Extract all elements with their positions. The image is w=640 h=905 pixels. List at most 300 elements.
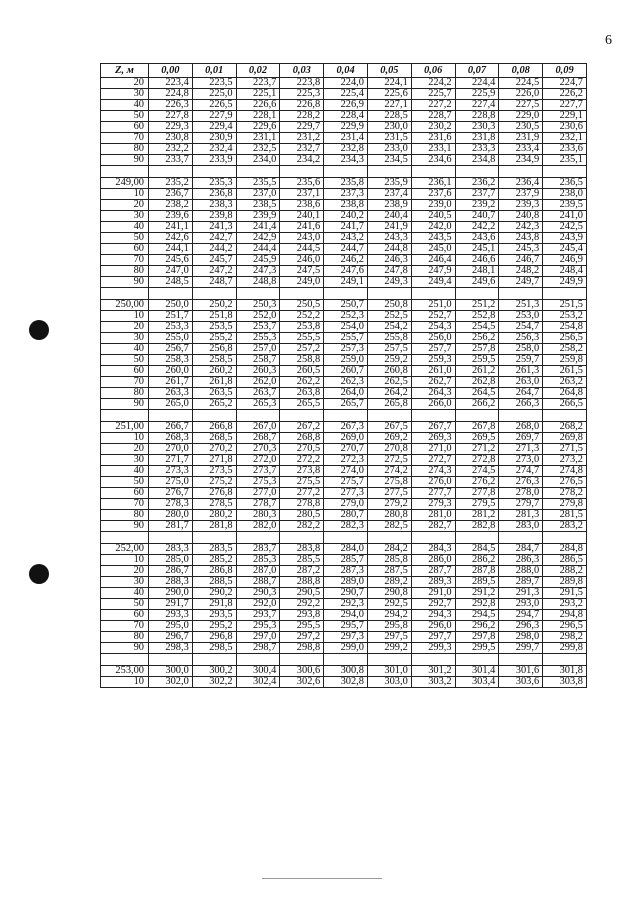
table-cell: 277,7 <box>411 488 455 499</box>
table-cell: 281,5 <box>543 510 587 521</box>
table-cell: 267,2 <box>280 422 324 433</box>
column-header: 0,05 <box>367 64 411 78</box>
table-row <box>101 555 587 566</box>
table-cell: 261,0 <box>411 366 455 377</box>
table-cell: 254,0 <box>324 322 368 333</box>
table-row <box>101 233 587 244</box>
table-cell: 278,7 <box>236 499 280 510</box>
table-cell <box>101 410 149 422</box>
table-cell: 250,8 <box>367 300 411 311</box>
table-cell: 223,7 <box>236 78 280 89</box>
table-cell: 235,1 <box>543 155 587 166</box>
table-cell: 229,9 <box>324 122 368 133</box>
scan-edge-line <box>262 878 382 879</box>
table-cell: 274,7 <box>499 466 543 477</box>
table-cell: 239,0 <box>411 200 455 211</box>
table-cell: 279,5 <box>455 499 499 510</box>
table-cell: 297,7 <box>411 632 455 643</box>
table-cell: 302,2 <box>192 677 236 688</box>
table-cell: 247,5 <box>280 266 324 277</box>
table-cell: 264,7 <box>499 388 543 399</box>
table-cell: 289,5 <box>455 577 499 588</box>
row-label-cell: 60 <box>101 244 149 255</box>
table-cell: 230,5 <box>499 122 543 133</box>
table-cell: 263,8 <box>280 388 324 399</box>
row-label-cell: 70 <box>101 133 149 144</box>
table-cell: 288,3 <box>149 577 193 588</box>
table-cell <box>149 410 193 422</box>
table-cell: 290,8 <box>367 588 411 599</box>
table-cell: 288,5 <box>192 577 236 588</box>
table-cell: 244,8 <box>367 244 411 255</box>
table-cell: 279,0 <box>324 499 368 510</box>
table-cell: 233,0 <box>367 144 411 155</box>
table-cell: 293,8 <box>280 610 324 621</box>
table-cell: 227,4 <box>455 100 499 111</box>
table-cell: 241,3 <box>192 222 236 233</box>
table-cell: 266,3 <box>499 399 543 410</box>
table-cell <box>192 166 236 178</box>
table-cell: 297,0 <box>236 632 280 643</box>
table-cell: 253,2 <box>543 311 587 322</box>
blank-separator-row <box>101 654 587 666</box>
table-cell: 287,8 <box>455 566 499 577</box>
table-cell <box>411 654 455 666</box>
table-cell: 266,2 <box>455 399 499 410</box>
table-cell: 303,0 <box>367 677 411 688</box>
table-cell: 272,2 <box>280 455 324 466</box>
table-cell: 242,5 <box>543 222 587 233</box>
row-label-cell: 70 <box>101 377 149 388</box>
table-cell: 224,8 <box>149 89 193 100</box>
table-cell: 232,2 <box>149 144 193 155</box>
table-cell: 240,7 <box>455 211 499 222</box>
table-row <box>101 499 587 510</box>
table-cell: 240,1 <box>280 211 324 222</box>
table-row <box>101 466 587 477</box>
table-cell: 263,5 <box>192 388 236 399</box>
column-header: 0,03 <box>280 64 324 78</box>
table-cell: 261,8 <box>192 377 236 388</box>
table-cell: 283,8 <box>280 544 324 555</box>
table-cell: 255,3 <box>236 333 280 344</box>
table-cell <box>455 532 499 544</box>
table-cell: 301,0 <box>367 666 411 677</box>
table-cell: 244,4 <box>236 244 280 255</box>
table-cell: 298,7 <box>236 643 280 654</box>
table-cell: 227,7 <box>543 100 587 111</box>
row-label-cell: 50 <box>101 233 149 244</box>
table-cell: 236,7 <box>149 189 193 200</box>
table-row <box>101 144 587 155</box>
table-row <box>101 155 587 166</box>
table-cell: 256,3 <box>499 333 543 344</box>
table-cell: 281,3 <box>499 510 543 521</box>
row-label-cell: 60 <box>101 122 149 133</box>
table-cell: 292,3 <box>324 599 368 610</box>
table-cell: 294,2 <box>367 610 411 621</box>
table-cell: 285,2 <box>192 555 236 566</box>
row-label-cell: 30 <box>101 577 149 588</box>
table-cell: 282,8 <box>455 521 499 532</box>
table-cell: 289,7 <box>499 577 543 588</box>
table-cell: 260,3 <box>236 366 280 377</box>
table-cell: 273,8 <box>280 466 324 477</box>
table-cell: 276,0 <box>411 477 455 488</box>
table-cell: 255,2 <box>192 333 236 344</box>
table-cell: 267,5 <box>367 422 411 433</box>
row-label-cell: 90 <box>101 643 149 654</box>
table-cell <box>280 410 324 422</box>
table-cell: 236,8 <box>192 189 236 200</box>
table-cell: 227,5 <box>499 100 543 111</box>
table-cell: 299,0 <box>324 643 368 654</box>
table-cell: 228,8 <box>455 111 499 122</box>
table-cell: 244,5 <box>280 244 324 255</box>
table-row <box>101 211 587 222</box>
table-cell: 235,5 <box>236 178 280 189</box>
table-row <box>101 189 587 200</box>
table-cell <box>543 288 587 300</box>
table-cell <box>411 532 455 544</box>
row-label-cell: 20 <box>101 322 149 333</box>
row-label-cell: 10 <box>101 677 149 688</box>
table-cell: 294,8 <box>543 610 587 621</box>
table-cell: 282,3 <box>324 521 368 532</box>
table-cell: 286,3 <box>499 555 543 566</box>
table-cell: 292,0 <box>236 599 280 610</box>
table-cell: 283,0 <box>499 521 543 532</box>
table-cell: 229,6 <box>236 122 280 133</box>
table-cell <box>192 654 236 666</box>
table-cell: 262,8 <box>455 377 499 388</box>
table-cell: 233,9 <box>192 155 236 166</box>
table-cell: 259,2 <box>367 355 411 366</box>
table-cell: 267,0 <box>236 422 280 433</box>
table-cell: 257,2 <box>280 344 324 355</box>
column-header: 0,08 <box>499 64 543 78</box>
table-cell: 251,8 <box>192 311 236 322</box>
row-label-cell: 40 <box>101 588 149 599</box>
table-cell: 223,5 <box>192 78 236 89</box>
table-cell: 258,0 <box>499 344 543 355</box>
table-cell <box>101 288 149 300</box>
table-cell: 261,3 <box>499 366 543 377</box>
row-label-cell: 250,00 <box>101 300 149 311</box>
table-cell: 247,9 <box>411 266 455 277</box>
table-cell: 269,2 <box>367 433 411 444</box>
table-cell: 234,8 <box>455 155 499 166</box>
table-cell: 224,4 <box>455 78 499 89</box>
table-cell: 243,5 <box>411 233 455 244</box>
table-cell: 256,7 <box>149 344 193 355</box>
table-cell: 249,6 <box>455 277 499 288</box>
table-cell: 262,7 <box>411 377 455 388</box>
table-cell: 232,1 <box>543 133 587 144</box>
table-cell: 276,7 <box>149 488 193 499</box>
table-cell: 237,4 <box>367 189 411 200</box>
table-cell: 279,8 <box>543 499 587 510</box>
table-cell: 265,0 <box>149 399 193 410</box>
table-cell: 231,4 <box>324 133 368 144</box>
table-cell: 252,2 <box>280 311 324 322</box>
table-cell: 303,6 <box>499 677 543 688</box>
table-cell: 253,8 <box>280 322 324 333</box>
table-cell: 289,8 <box>543 577 587 588</box>
table-cell: 280,7 <box>324 510 368 521</box>
table-cell: 231,9 <box>499 133 543 144</box>
table-cell: 259,0 <box>324 355 368 366</box>
table-cell: 234,6 <box>411 155 455 166</box>
table-cell <box>280 654 324 666</box>
table-cell <box>101 532 149 544</box>
table-cell: 246,0 <box>280 255 324 266</box>
table-cell: 265,7 <box>324 399 368 410</box>
table-cell <box>499 166 543 178</box>
table-cell: 300,2 <box>192 666 236 677</box>
table-cell: 233,6 <box>543 144 587 155</box>
table-cell: 248,5 <box>149 277 193 288</box>
table-cell: 282,2 <box>280 521 324 532</box>
table-cell: 255,8 <box>367 333 411 344</box>
table-cell: 237,7 <box>455 189 499 200</box>
table-cell: 269,8 <box>543 433 587 444</box>
table-cell: 235,8 <box>324 178 368 189</box>
table-cell: 245,0 <box>411 244 455 255</box>
table-cell: 223,8 <box>280 78 324 89</box>
table-cell: 292,2 <box>280 599 324 610</box>
table-cell: 286,7 <box>149 566 193 577</box>
table-cell: 295,2 <box>192 621 236 632</box>
table-cell: 231,5 <box>367 133 411 144</box>
row-label-cell: 90 <box>101 277 149 288</box>
table-cell: 274,3 <box>411 466 455 477</box>
table-cell: 248,8 <box>236 277 280 288</box>
table-cell: 245,6 <box>149 255 193 266</box>
table-cell: 245,3 <box>499 244 543 255</box>
table-cell: 294,3 <box>411 610 455 621</box>
table-cell: 273,7 <box>236 466 280 477</box>
table-cell: 272,5 <box>367 455 411 466</box>
table-cell: 268,5 <box>192 433 236 444</box>
table-cell: 276,5 <box>543 477 587 488</box>
row-label-cell: 30 <box>101 89 149 100</box>
table-cell: 257,7 <box>411 344 455 355</box>
table-cell: 271,7 <box>149 455 193 466</box>
table-cell: 290,2 <box>192 588 236 599</box>
table-row <box>101 89 587 100</box>
row-label-cell: 90 <box>101 155 149 166</box>
table-cell: 296,2 <box>455 621 499 632</box>
table-cell: 258,7 <box>236 355 280 366</box>
row-label-cell: 10 <box>101 189 149 200</box>
table-cell: 251,3 <box>499 300 543 311</box>
table-cell <box>499 410 543 422</box>
table-cell: 241,0 <box>543 211 587 222</box>
table-row <box>101 477 587 488</box>
row-label-cell: 60 <box>101 610 149 621</box>
table-cell: 254,8 <box>543 322 587 333</box>
table-row <box>101 510 587 521</box>
table-cell: 278,2 <box>543 488 587 499</box>
table-row <box>101 222 587 233</box>
table-row <box>101 621 587 632</box>
table-cell: 291,3 <box>499 588 543 599</box>
table-cell: 254,5 <box>455 322 499 333</box>
table-cell: 228,1 <box>236 111 280 122</box>
table-cell: 252,5 <box>367 311 411 322</box>
table-row <box>101 388 587 399</box>
table-row <box>101 322 587 333</box>
table-cell: 231,8 <box>455 133 499 144</box>
table-cell: 245,7 <box>192 255 236 266</box>
table-cell: 242,6 <box>149 233 193 244</box>
table-cell: 259,3 <box>411 355 455 366</box>
table-cell: 260,2 <box>192 366 236 377</box>
table-cell: 296,8 <box>192 632 236 643</box>
table-cell: 224,0 <box>324 78 368 89</box>
table-cell: 270,5 <box>280 444 324 455</box>
table-cell <box>324 410 368 422</box>
row-label-cell: 30 <box>101 455 149 466</box>
table-cell: 250,0 <box>149 300 193 311</box>
table-cell: 286,5 <box>543 555 587 566</box>
table-header-row <box>101 64 587 78</box>
table-cell: 268,8 <box>280 433 324 444</box>
table-cell <box>192 532 236 544</box>
table-cell: 302,8 <box>324 677 368 688</box>
table-cell: 242,7 <box>192 233 236 244</box>
elevation-volume-table <box>100 63 587 688</box>
table-cell: 274,8 <box>543 466 587 477</box>
table-cell <box>149 654 193 666</box>
table-cell: 243,6 <box>455 233 499 244</box>
table-cell: 245,9 <box>236 255 280 266</box>
table-cell: 231,6 <box>411 133 455 144</box>
column-header: 0,07 <box>455 64 499 78</box>
table-cell: 226,3 <box>149 100 193 111</box>
table-cell: 254,7 <box>499 322 543 333</box>
table-cell: 301,8 <box>543 666 587 677</box>
row-label-cell: 80 <box>101 266 149 277</box>
table-cell <box>455 410 499 422</box>
table-cell: 270,3 <box>236 444 280 455</box>
table-cell: 265,3 <box>236 399 280 410</box>
table-cell: 285,0 <box>149 555 193 566</box>
table-cell: 234,5 <box>367 155 411 166</box>
table-cell <box>411 166 455 178</box>
table-cell: 260,5 <box>280 366 324 377</box>
table-cell: 262,0 <box>236 377 280 388</box>
table-cell: 237,3 <box>324 189 368 200</box>
table-cell: 300,6 <box>280 666 324 677</box>
table-cell: 288,0 <box>499 566 543 577</box>
table-cell: 291,7 <box>149 599 193 610</box>
table-cell: 232,4 <box>192 144 236 155</box>
table-cell: 283,2 <box>543 521 587 532</box>
table-cell: 281,7 <box>149 521 193 532</box>
table-cell <box>543 532 587 544</box>
table-row <box>101 399 587 410</box>
page-number: 6 <box>605 33 612 48</box>
table-cell: 266,0 <box>411 399 455 410</box>
table-cell: 249,7 <box>499 277 543 288</box>
table-cell: 263,2 <box>543 377 587 388</box>
table-cell: 269,0 <box>324 433 368 444</box>
table-cell: 272,8 <box>455 455 499 466</box>
table-cell: 270,7 <box>324 444 368 455</box>
table-cell: 259,5 <box>455 355 499 366</box>
table-cell: 263,3 <box>149 388 193 399</box>
table-cell: 251,5 <box>543 300 587 311</box>
table-cell: 225,1 <box>236 89 280 100</box>
row-label-cell: 249,00 <box>101 178 149 189</box>
table-cell: 301,4 <box>455 666 499 677</box>
table-cell: 242,2 <box>455 222 499 233</box>
table-row <box>101 255 587 266</box>
table-cell: 279,3 <box>411 499 455 510</box>
table-cell <box>236 654 280 666</box>
table-cell: 254,3 <box>411 322 455 333</box>
table-row <box>101 577 587 588</box>
table-cell: 262,5 <box>367 377 411 388</box>
table-cell: 272,7 <box>411 455 455 466</box>
table-cell: 251,0 <box>411 300 455 311</box>
row-label-cell: 252,00 <box>101 544 149 555</box>
table-cell: 247,8 <box>367 266 411 277</box>
table-cell: 299,3 <box>411 643 455 654</box>
table-cell: 256,8 <box>192 344 236 355</box>
row-label-cell: 30 <box>101 333 149 344</box>
column-header: 0,04 <box>324 64 368 78</box>
table-row <box>101 599 587 610</box>
table-cell: 255,5 <box>280 333 324 344</box>
table-cell: 255,7 <box>324 333 368 344</box>
table-cell: 236,1 <box>411 178 455 189</box>
row-label-cell: 70 <box>101 255 149 266</box>
table-cell: 239,5 <box>543 200 587 211</box>
table-cell: 261,5 <box>543 366 587 377</box>
table-cell: 265,2 <box>192 399 236 410</box>
table-cell: 226,8 <box>280 100 324 111</box>
table-cell: 267,3 <box>324 422 368 433</box>
table-cell <box>236 288 280 300</box>
row-label-cell: 80 <box>101 388 149 399</box>
table-cell: 239,3 <box>499 200 543 211</box>
table-cell: 274,2 <box>367 466 411 477</box>
table-cell: 233,1 <box>411 144 455 155</box>
table-cell: 233,4 <box>499 144 543 155</box>
table-cell: 226,6 <box>236 100 280 111</box>
table-cell: 288,2 <box>543 566 587 577</box>
row-label-cell: 50 <box>101 355 149 366</box>
table-cell: 229,7 <box>280 122 324 133</box>
row-label-cell: 50 <box>101 477 149 488</box>
row-label-cell: 30 <box>101 211 149 222</box>
table-cell <box>236 410 280 422</box>
table-cell: 270,0 <box>149 444 193 455</box>
table-row <box>101 333 587 344</box>
table-cell: 277,2 <box>280 488 324 499</box>
table-cell: 278,8 <box>280 499 324 510</box>
table-cell: 295,0 <box>149 621 193 632</box>
table-cell: 234,9 <box>499 155 543 166</box>
table-cell: 293,0 <box>499 599 543 610</box>
row-label-cell: 50 <box>101 111 149 122</box>
table-cell <box>499 654 543 666</box>
table-cell: 239,2 <box>455 200 499 211</box>
table-cell: 232,5 <box>236 144 280 155</box>
